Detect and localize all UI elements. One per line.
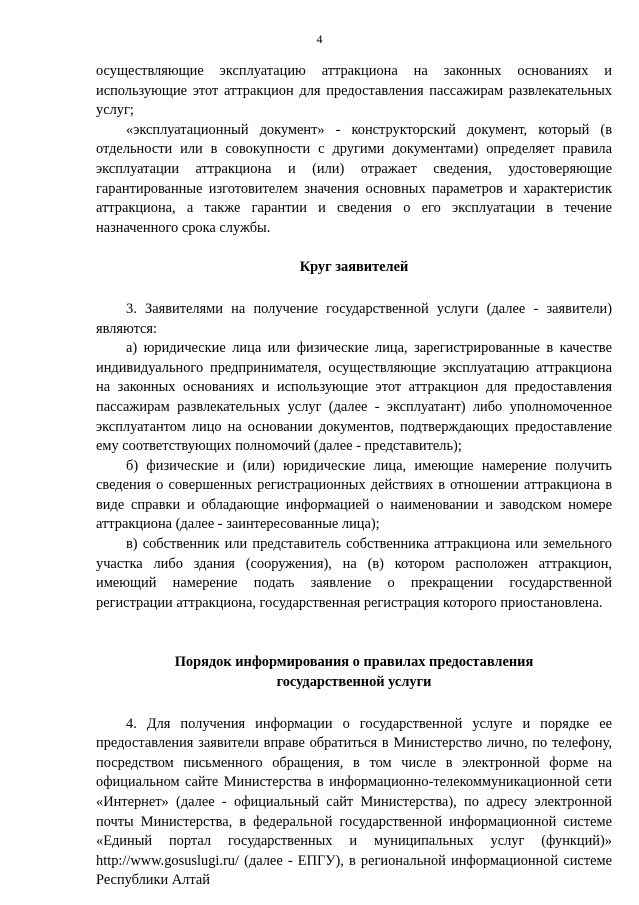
list-item-b: б) физические и (или) юридические лица, имеющие намерение получить сведения о совершенных регистрационных действиях в отношении аттракциона в виде справки и обладающие информацией о наименовании и заводском номере аттракциона (далее - заинтересованные лица); — [96, 457, 612, 533]
section-heading-applicants: Круг заявителей — [299, 259, 409, 276]
list-item-a: а) юридические лица или физические лица, зарегистрированные в качестве индивидуального предпринимателя, осуществляющие эксплуатацию аттракциона на законных основаниях и использующие этот аттракцион для предоставления пассажирам развлекательных услуг (далее - эксплуатант) либо уполномоченное эксплуатантом лицо на основании документов, подтверждающих предоставление ему соответствующих полномочий (далее - представитель); — [96, 340, 612, 455]
paragraph-4: 4. Для получения информации о государственной услуге и порядке ее предоставления заявители вправе обратиться в Министерство лично, по телефону, посредством письменного обращения, в том числе в электронной форме на официальном сайте Министерства в информационно-телекоммуникационной сети «Интернет» (далее - официальный сайт Министерства), по адресу электронной почты Министерства, в федеральной государственной информационной системе «Единый портал государственных и муниципальных услуг (функций)» http://www.gosuslugi.ru/ (далее - ЕПГУ), в региональной информационной системе Республики Алтай — [96, 715, 612, 889]
list-item-c: в) собственник или представитель собственника аттракциона или земельного участка либо здания (сооружения), на (в) котором расположен аттракцион, имеющий намерение подать заявление о прекращении государственной регистрации аттракциона, государственная регистрация которого приостановлена. — [96, 536, 612, 611]
section-heading-informing — [96, 653, 612, 692]
section-heading-informing-line1: Порядок информирования о правилах предоставления — [174, 654, 534, 671]
spacer — [96, 693, 612, 715]
document-body — [96, 62, 612, 891]
spacer — [96, 278, 612, 300]
section-heading-informing-line2: государственной услуги — [276, 674, 432, 691]
spacer — [96, 613, 612, 653]
spacer — [96, 238, 612, 258]
definition-paragraph: «эксплуатационный документ» - конструкторский документ, который (в отдельности или в совокупности с другими документами) определяет правила эксплуатации аттракциона и (или) отражает сведения, удостоверяющие гарантированные изготовителем значения основных параметров и характеристик аттракциона, а также гарантии и сведения о его эксплуатации в течение назначенного срока службы. — [96, 121, 612, 236]
continuation-paragraph: осуществляющие эксплуатацию аттракциона на законных основаниях и использующие этот аттракцион для предоставления пассажирам развлекательных услуг; — [96, 63, 612, 119]
page-number: 4 — [316, 32, 323, 46]
paragraph-3: 3. Заявителями на получение государственной услуги (далее - заявители) являются: — [96, 300, 612, 337]
